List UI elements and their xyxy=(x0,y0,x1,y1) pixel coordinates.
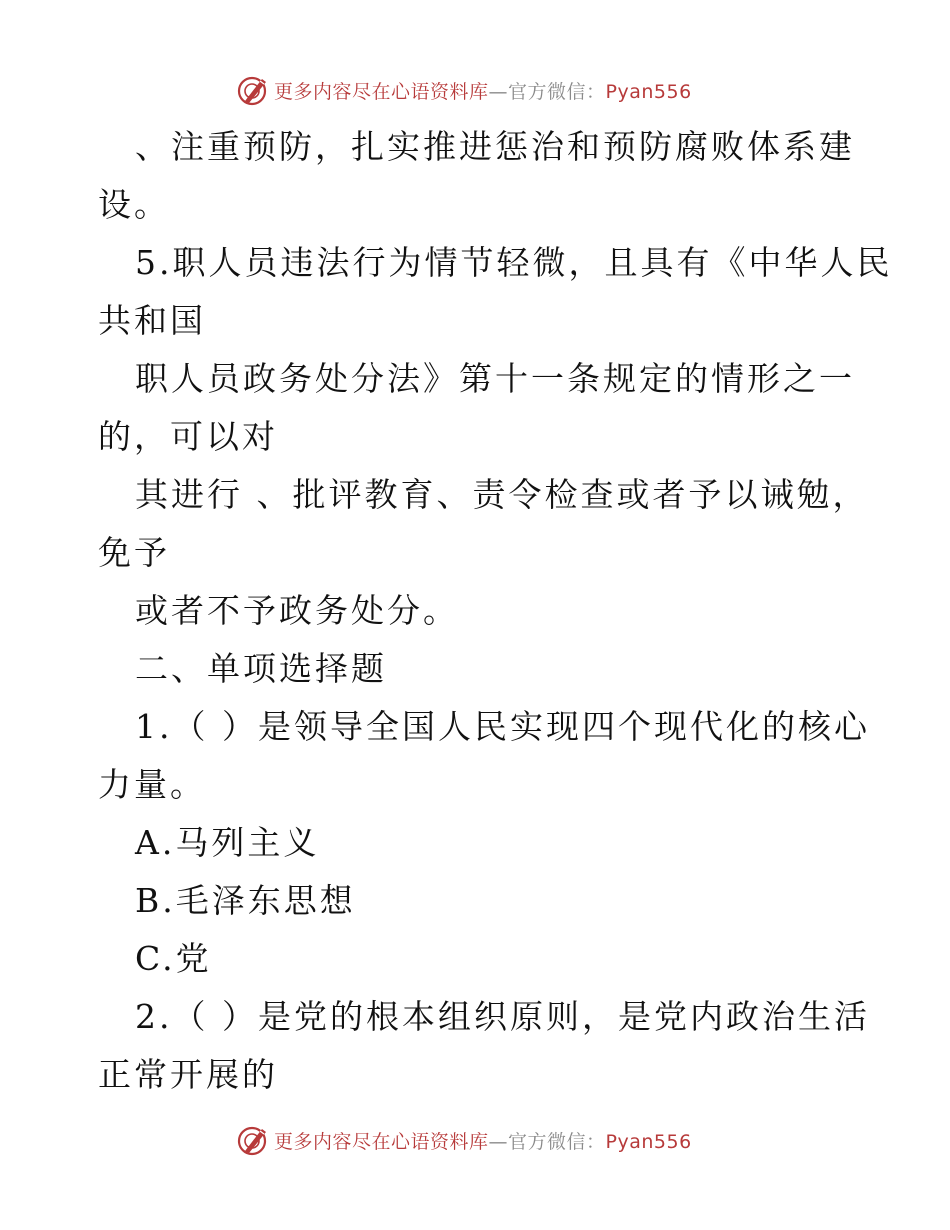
question-2-text: 2.（ ）是党的根本组织原则，是党内政治生活 xyxy=(135,997,870,1036)
watermark-wechat-id: Pyan556 xyxy=(605,80,692,103)
pen-seal-logo-icon xyxy=(236,73,270,107)
text-line: 设。 xyxy=(98,185,170,224)
text-line: 或者不予政务处分。 xyxy=(135,591,459,630)
question-1-text: 1.（ ）是领导全国人民实现四个现代化的核心 xyxy=(135,707,870,746)
document-body xyxy=(98,118,893,1104)
option-b: B.毛泽东思想 xyxy=(135,881,356,920)
watermark-site-text: 更多内容尽在心语资料库 xyxy=(274,1130,489,1153)
text-line: 免予 xyxy=(98,533,170,572)
text-line: 职人员政务处分法》第十一条规定的情形之一 xyxy=(135,359,855,398)
watermark-wechat-label: 官方微信： xyxy=(508,1130,606,1153)
watermark-wechat-label: 官方微信： xyxy=(508,80,606,103)
text-line: 、注重预防，扎实推进惩治和预防腐败体系建 xyxy=(135,127,855,166)
text-line: 的，可以对 xyxy=(98,417,278,456)
header-watermark-banner xyxy=(236,72,716,108)
pen-seal-logo-icon xyxy=(236,1123,270,1157)
text-line: 5.职人员违法行为情节轻微，且具有《中华人民 xyxy=(135,243,893,282)
watermark-dash: — xyxy=(488,80,509,103)
watermark-site-text: 更多内容尽在心语资料库 xyxy=(274,80,489,103)
footer-watermark-banner xyxy=(236,1122,716,1158)
text-line: 其进行 、批评教育、责令检查或者予以诫勉， xyxy=(135,475,869,514)
watermark-dash: — xyxy=(488,1130,509,1153)
option-a: A.马列主义 xyxy=(135,823,320,862)
question-2-text-cont: 正常开展的 xyxy=(98,1055,278,1094)
option-c: C.党 xyxy=(135,939,212,978)
question-1-text-cont: 力量。 xyxy=(98,765,206,804)
text-line: 共和国 xyxy=(98,301,206,340)
section-heading: 二、单项选择题 xyxy=(135,649,387,688)
watermark-wechat-id: Pyan556 xyxy=(605,1130,692,1153)
